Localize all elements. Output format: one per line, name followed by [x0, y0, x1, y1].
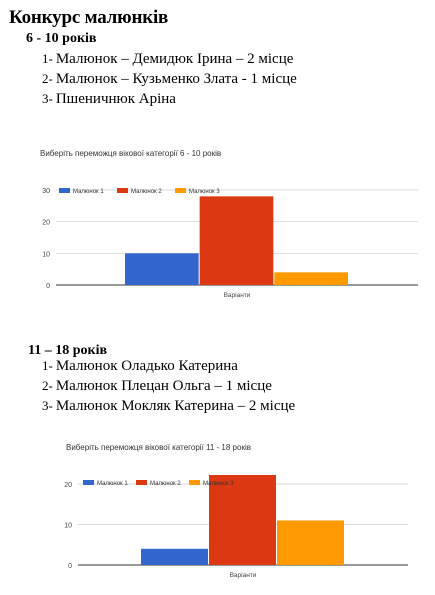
y-tick-label: 20 — [42, 219, 50, 227]
legend-swatch — [136, 480, 147, 485]
bar-малюнок-3 — [277, 520, 344, 565]
category-heading-11-18: 11 – 18 років — [28, 343, 108, 358]
chart-title-6-10: Виберіть переможця вікової категорії 6 - 10 років — [40, 149, 222, 158]
legend-swatch — [59, 188, 70, 193]
entries-list-11-18 — [42, 356, 295, 416]
y-tick-label: 0 — [68, 563, 72, 570]
legend-swatch — [189, 480, 200, 485]
legend-swatch — [83, 480, 94, 485]
entry-text: Малюнок – Кузьменко Злата - 1 місце — [55, 71, 297, 87]
entry-number: 3- — [42, 91, 53, 106]
entry-number: 1- — [42, 51, 53, 66]
bar-chart-11-18 — [56, 475, 416, 580]
list-item — [42, 89, 297, 109]
list-item — [42, 396, 295, 416]
chart-title-11-18: Виберіть переможця вікової категорії 11 - 18 років — [66, 443, 251, 452]
bar-малюнок-1 — [141, 549, 208, 565]
legend-label: Малюнок 2 — [131, 189, 162, 195]
page-title: Конкурс малюнків — [9, 7, 169, 28]
list-item — [42, 376, 295, 396]
bar-малюнок-2 — [209, 475, 276, 565]
legend-swatch — [175, 188, 186, 193]
x-axis-label: Варіанти — [229, 572, 257, 579]
y-tick-label: 10 — [42, 251, 50, 259]
y-tick-label: 30 — [42, 188, 50, 195]
entry-text: Малюнок Оладько Катерина — [55, 358, 238, 374]
list-item — [42, 49, 297, 69]
entries-list-6-10 — [42, 49, 297, 109]
entry-text: Малюнок Плецан Ольга – 1 місце — [55, 378, 272, 394]
legend-label: Малюнок 3 — [189, 189, 220, 195]
entry-number: 1- — [42, 358, 53, 373]
bar-малюнок-2 — [200, 196, 274, 285]
entry-text: Малюнок – Демидюк Ірина – 2 місце — [55, 51, 294, 67]
y-tick-label: 0 — [46, 283, 50, 290]
y-tick-label: 10 — [64, 522, 72, 530]
x-axis-label: Варіанти — [223, 292, 251, 299]
entry-text: Малюнок Мокляк Катерина – 2 місце — [55, 398, 296, 414]
entry-number: 2- — [42, 71, 53, 86]
legend-label: Малюнок 1 — [97, 481, 128, 487]
entry-number: 2- — [42, 378, 53, 393]
legend-label: Малюнок 1 — [73, 189, 104, 195]
bar-chart-6-10 — [30, 176, 422, 302]
category-heading-6-10: 6 - 10 років — [26, 31, 97, 46]
y-tick-label: 20 — [64, 482, 72, 489]
bar-малюнок-1 — [125, 253, 199, 285]
entry-text: Пшеничнюк Аріна — [55, 91, 176, 107]
entry-number: 3- — [42, 398, 53, 413]
bar-малюнок-3 — [274, 272, 348, 285]
legend-label: Малюнок 3 — [203, 481, 234, 487]
list-item — [42, 69, 297, 89]
legend-label: Малюнок 2 — [150, 481, 181, 487]
list-item — [42, 356, 295, 376]
legend-swatch — [117, 188, 128, 193]
